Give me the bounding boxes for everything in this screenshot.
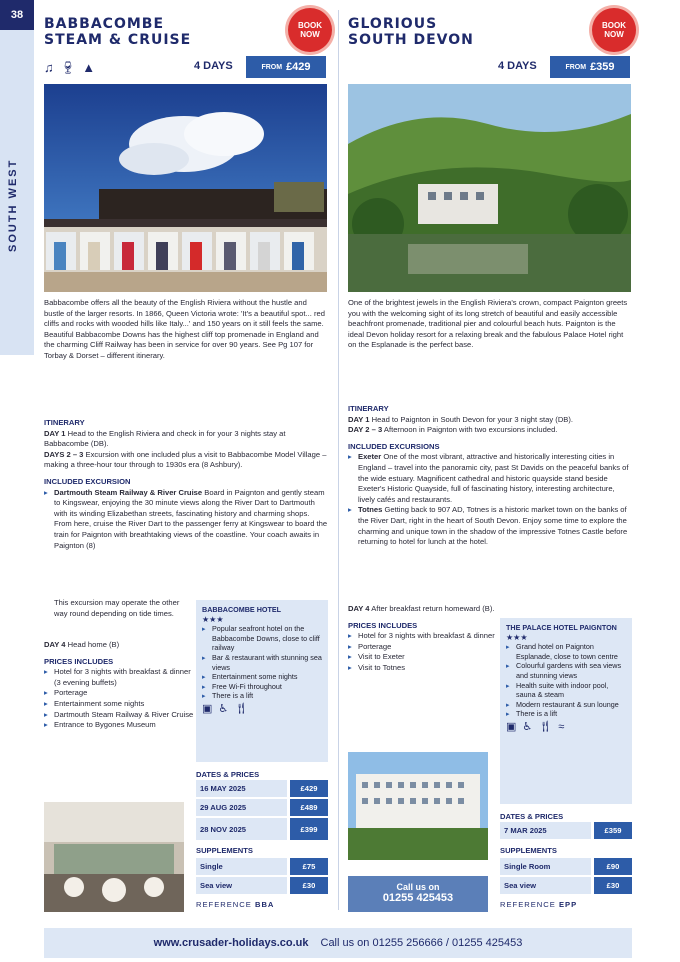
right-day-4 <box>348 604 498 615</box>
left-excursion-item <box>44 488 329 552</box>
excursion-text: Board in Paignton and gently steam to Kingswear, enjoying the 30 minute views along the River Dart to Dartmouth with its winding Elizabethan streets, fascinating history and charming shops. From here, cruise the River Dart to the passenger ferry at Kingswear to board the train for Paignton with breathtaking views of the coastline. Your coach awaits in Paignton (8) <box>54 487 328 550</box>
left-supplements-heading: SUPPLEMENTS <box>196 846 253 855</box>
day-label: DAY 1 <box>348 414 370 424</box>
left-price-from: FROM <box>261 63 283 71</box>
left-price: £429 <box>286 61 311 73</box>
book-now-badge[interactable] <box>288 8 332 52</box>
left-price-box <box>246 56 326 78</box>
right-supp-row <box>500 877 632 894</box>
right-price: £359 <box>590 61 615 73</box>
left-reference <box>196 900 274 909</box>
right-prices-heading: PRICES INCLUDES <box>348 620 418 630</box>
right-excursions-heading: INCLUDED EXCURSIONS <box>348 441 440 451</box>
date-label: 28 NOV 2025 <box>196 818 287 840</box>
palace-hotel-photo <box>348 752 488 860</box>
day-text: Afternoon in Paignton with two excursions included. <box>383 425 558 435</box>
call-us-number: 01255 425453 <box>382 892 454 904</box>
supp-price: £30 <box>594 877 632 894</box>
right-tour-title <box>348 16 474 48</box>
right-itinerary-heading: ITINERARY <box>348 404 389 413</box>
hotel-feature: ▸ Modern restaurant & sun lounge <box>506 700 626 710</box>
excursion-text: One of the most vibrant, attractive and historically interesting cities in England – travel into the panoramic city, past St Davids on the peaceful banks of the wide estuary. Magnificent cathedral and historic quayside stand beside Exeter's Historic Quayside, full of fascinating history, interesting architecture, lively cafés and restaurants. <box>358 452 629 504</box>
hotel-feature: ▸ Free Wi-Fi throughout <box>202 682 322 692</box>
right-excursion-item <box>348 452 633 505</box>
left-hotel-box <box>196 600 328 762</box>
badge-line-1: BOOK <box>602 21 626 30</box>
right-reference <box>500 900 577 909</box>
right-title-line-1: GLORIOUS <box>348 16 438 32</box>
day-label: DAY 4 <box>44 640 66 649</box>
price-include-item: ▸ Visit to Exeter <box>348 652 498 663</box>
excursion-title: Totnes <box>358 505 383 515</box>
day-label: DAY 4 <box>348 604 370 613</box>
hotel-feature: ▸ Popular seafront hotel on the Babbacombe Downs, close to cliff railway <box>202 624 322 653</box>
left-title-line-2: STEAM & CRUISE <box>44 32 192 48</box>
lift-icon: ▣ <box>202 702 213 715</box>
left-dates-heading: DATES & PRICES <box>196 770 260 779</box>
hotel-feature: ▸ Health suite with indoor pool, sauna & steam <box>506 681 626 700</box>
book-now-badge[interactable] <box>592 8 636 52</box>
right-intro: One of the brightest jewels in the English Riviera's crown, compact Paignton greets you with the welcoming sight of its long stretch of beautiful and easily accessible beachfront promenade, traditional pier and colourful beach huts. Paignton is the ideal Devon holiday resort for a relaxing break and the fabulous Palace Hotel right on the Esplanade is the perfect base. <box>348 298 628 350</box>
date-price: £429 <box>290 780 328 797</box>
day-text: Head home (B) <box>67 640 120 649</box>
right-title-line-2: SOUTH DEVON <box>348 32 474 48</box>
right-supplements-heading: SUPPLEMENTS <box>500 846 557 855</box>
hotel-feature: ▸ Colourful gardens with sea views and stunning views <box>506 661 626 680</box>
price-include-item: ▸ Hotel for 3 nights with breakfast & dinner (3 evening buffets) <box>44 667 194 688</box>
reference-code: BBA <box>254 900 275 909</box>
hotel-amenities <box>506 720 626 733</box>
price-include-item: ▸ Porterage <box>44 688 194 699</box>
left-itinerary-day-2 <box>44 450 329 471</box>
reference-label: REFERENCE <box>500 900 556 909</box>
right-price-from: FROM <box>565 63 587 71</box>
right-date-row <box>500 822 632 839</box>
right-itinerary-day-2 <box>348 425 633 436</box>
day-label: DAYS 2 – 3 <box>44 449 84 459</box>
supp-label: Single Room <box>500 858 591 875</box>
hotel-amenities <box>202 702 322 715</box>
left-day-4 <box>44 640 194 651</box>
boat-icon: ▲ <box>82 60 96 75</box>
column-divider <box>338 10 339 910</box>
hotel-name: BABBACOMBE HOTEL <box>202 605 282 614</box>
date-label: 7 MAR 2025 <box>500 822 591 839</box>
badge-line-1: BOOK <box>298 21 322 30</box>
glass-icon: 🍷︎ <box>59 60 77 75</box>
page-number: 38 <box>0 0 34 30</box>
left-intro: Babbacombe offers all the beauty of the English Riviera without the hustle and bustle of the larger resorts. In 1866, Queen Victoria wrote: 'It's a beautiful spot... red cliffs and rocks with wooded hills like Italy...' and 150 years on it still feels the same. Beautiful Babbacombe Downs has the highest cliff top promenade in England and the charming Cliff Railway has been in service for over 90 years. See Pg 107 for Torbay & Dorset – different itinerary. <box>44 298 325 360</box>
hotel-feature: ▸ There is a lift <box>506 709 626 719</box>
dining-icon: 🍴︎ <box>234 702 249 715</box>
left-date-row <box>196 799 328 816</box>
right-itinerary-day-1 <box>348 415 633 426</box>
day-text: After breakfast return homeward (B). <box>371 604 495 613</box>
hotel-feature: ▸ There is a lift <box>202 691 322 701</box>
left-duration: 4 DAYS <box>194 60 233 72</box>
badge-line-2: NOW <box>300 30 320 39</box>
right-excursion-item <box>348 505 633 547</box>
hotel-feature: ▸ Bar & restaurant with stunning sea views <box>202 653 322 672</box>
hotel-feature: ▸ Entertainment some nights <box>202 672 322 682</box>
price-include-item: ▸ Entertainment some nights <box>44 699 194 710</box>
supp-label: Sea view <box>196 877 287 894</box>
price-include-item: ▸ Porterage <box>348 642 498 653</box>
right-itinerary <box>348 398 633 548</box>
website-link[interactable]: www.crusader-holidays.co.uk <box>153 937 309 949</box>
left-itinerary-day-1 <box>44 429 329 450</box>
right-duration: 4 DAYS <box>498 60 537 72</box>
price-include-item: ▸ Hotel for 3 nights with breakfast & dinner <box>348 631 498 642</box>
right-hotel-box <box>500 618 632 804</box>
hotel-restaurant-photo <box>44 802 184 912</box>
date-price: £489 <box>290 799 328 816</box>
price-include-item: ▸ Dartmouth Steam Railway & River Cruise <box>44 710 194 721</box>
excursion-title: Exeter <box>358 452 382 462</box>
left-prices <box>44 640 194 731</box>
excursion-text: Getting back to 907 AD, Totnes is a historic market town on the banks of the River Dart, right in the heart of South Devon. Enjoy some time to explore the charming and unique town in the shadow of the impressive Totnes Castle before returning to hotel for lunch at the hotel. <box>358 505 628 547</box>
price-include-item: ▸ Entrance to Bygones Museum <box>44 720 194 731</box>
right-dates-heading: DATES & PRICES <box>500 812 564 821</box>
badge-line-2: NOW <box>604 30 624 39</box>
left-supp-row <box>196 877 328 894</box>
date-price: £359 <box>594 822 632 839</box>
left-date-row <box>196 780 328 797</box>
left-excursion-note: This excursion may operate the other way round depending on tide times. <box>54 598 180 618</box>
date-price: £399 <box>290 818 328 840</box>
price-include-item: ▸ Visit to Totnes <box>348 663 498 674</box>
paignton-harbour-photo <box>348 84 631 292</box>
pool-icon: ≈ <box>558 720 565 733</box>
accessible-icon: ♿︎ <box>522 720 533 733</box>
supp-price: £75 <box>290 858 328 875</box>
left-itinerary-heading: ITINERARY <box>44 418 85 427</box>
left-title-line-1: BABBACOMBE <box>44 16 165 32</box>
right-prices <box>348 604 498 674</box>
day-text: Head to Paignton in South Devon for your 3 night stay (DB). <box>371 414 574 424</box>
left-excursion-heading: INCLUDED EXCURSION <box>44 476 131 486</box>
accessible-icon: ♿︎ <box>218 702 229 715</box>
hotel-stars: ★★★ <box>202 614 224 624</box>
train-beach-huts-photo <box>44 84 327 292</box>
day-text: Head to the English Riviera and check in for your 3 nights stay at Babbacombe (DB). <box>44 428 286 449</box>
call-us-label: Call us on <box>396 882 440 892</box>
date-label: 16 MAY 2025 <box>196 780 287 797</box>
excursion-title: Dartmouth Steam Railway & River Cruise <box>54 487 203 497</box>
hotel-name: THE PALACE HOTEL PAIGNTON <box>506 623 617 632</box>
supp-price: £90 <box>594 858 632 875</box>
date-label: 29 AUG 2025 <box>196 799 287 816</box>
dining-icon: 🍴︎ <box>538 720 553 733</box>
right-price-box <box>550 56 630 78</box>
footer-phone: Call us on 01255 256666 / 01255 425453 <box>320 937 523 949</box>
day-label: DAY 2 – 3 <box>348 425 383 435</box>
left-date-row <box>196 818 328 840</box>
call-us-box[interactable] <box>348 876 488 912</box>
left-tour-title <box>44 16 191 48</box>
supp-label: Sea view <box>500 877 591 894</box>
reference-code: EPP <box>558 900 578 909</box>
left-icon-row <box>44 60 95 76</box>
music-note-icon: ♫ <box>44 60 54 75</box>
supp-label: Single <box>196 858 287 875</box>
hotel-feature: ▸ Grand hotel on Paignton Esplanade, close to town centre <box>506 642 626 661</box>
day-label: DAY 1 <box>44 428 66 438</box>
footer-bar <box>44 928 632 958</box>
left-itinerary <box>44 412 329 551</box>
reference-label: REFERENCE <box>196 900 252 909</box>
right-supp-row <box>500 858 632 875</box>
hotel-stars: ★★★ <box>506 632 528 642</box>
day-text: Excursion with one included plus a visit to Babbacombe Model Village – making a three-hour tour through to 1930s era (8 Ashbury). <box>44 449 327 470</box>
lift-icon: ▣ <box>506 720 517 733</box>
region-label: SOUTH WEST <box>7 158 19 252</box>
left-prices-heading: PRICES INCLUDES <box>44 656 114 666</box>
supp-price: £30 <box>290 877 328 894</box>
left-supp-row <box>196 858 328 875</box>
